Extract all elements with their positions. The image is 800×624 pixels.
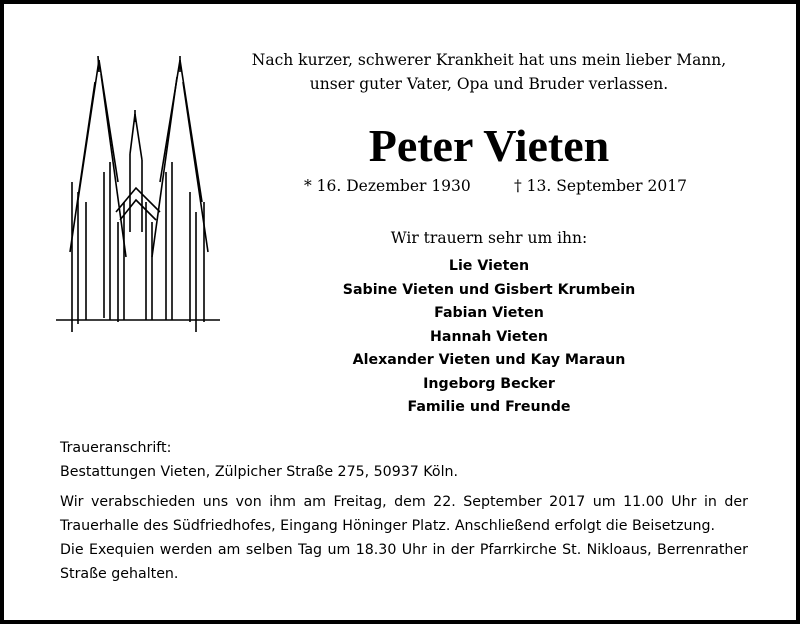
farewell-line: Wir verabschieden uns von ihm am Freitag, dem 22. September 2017 um 11.00 Uhr in der (60, 494, 748, 510)
address-label: Traueranschrift: (60, 440, 172, 456)
family-member: Lie Vieten (448, 258, 530, 274)
cologne-cathedral-icon (56, 52, 222, 332)
death-date: † 13. September 2017 (514, 177, 687, 195)
family-member: Familie und Freunde (407, 399, 571, 415)
farewell-line: Straße gehalten. (60, 566, 179, 582)
family-member: Hannah Vieten (430, 328, 548, 345)
farewell-text (60, 490, 748, 586)
farewell-line: Die Exequien werden am selben Tag um 18.30 Uhr in der Pfarrkirche St. Nikloaus, Berrenrather (60, 542, 748, 558)
family-member: Alexander Vieten und Kay Maraun (352, 352, 626, 368)
intro-line: unser guter Vater, Opa und Bruder verlassen. (309, 75, 669, 93)
birth-date: * 16. Dezember 1930 (304, 177, 471, 195)
family-member: Ingeborg Becker (423, 375, 555, 392)
intro-line: Nach kurzer, schwerer Krankheit hat uns mein lieber Mann, (251, 51, 727, 69)
mourning-line: Wir trauern sehr um ihn: (390, 229, 588, 247)
deceased-name: Peter Vieten (368, 120, 610, 171)
address-value: Bestattungen Vieten, Zülpicher Straße 275, 50937 Köln. (60, 464, 459, 480)
farewell-line: Trauerhalle des Südfriedhofes, Eingang Höninger Platz. Anschließend erfolgt die Beisetzung. (60, 518, 715, 534)
mourning-address (60, 436, 760, 484)
intro-text (244, 48, 734, 96)
family-list (244, 255, 734, 420)
family-member: Sabine Vieten und Gisbert Krumbein (342, 281, 636, 298)
family-member: Fabian Vieten (434, 305, 544, 321)
